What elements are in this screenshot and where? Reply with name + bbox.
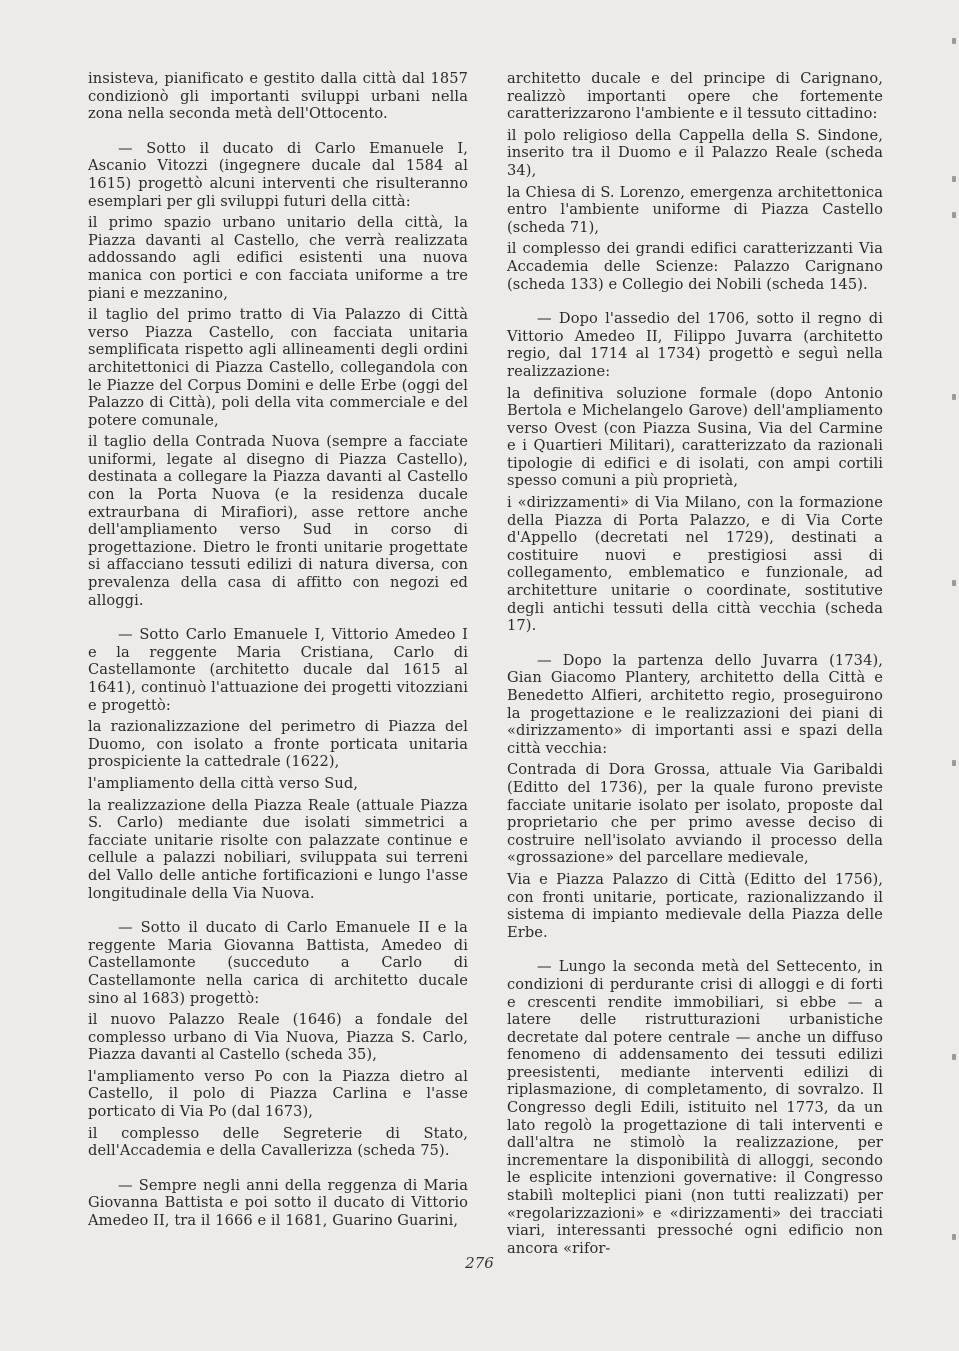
paragraph: — Dopo l'assedio del 1706, sotto il regno di Vittorio Amedeo II, Filippo Juvarra (architetto regio, dal 1714 al 1734) progettò e seguì nella realizzazione: [507, 310, 883, 380]
list-item: l'ampliamento verso Po con la Piazza dietro al Castello, il polo di Piazza Carlina e l'asse porticato di Via Po (dal 1673), [88, 1067, 468, 1121]
paragraph: — Sotto Carlo Emanuele I, Vittorio Amedeo I e la reggente Maria Cristiana, Carlo di Castellamonte (architetto ducale dal 1615 al 1641), continuò l'attuazione dei progetti vitozziani e progettò: [88, 626, 468, 714]
right-column [507, 70, 883, 1257]
list-item: il primo spazio urbano unitario della città, la Piazza davanti al Castello, che verrà realizzata addossando agli edifici esistenti una nuova manica con portici e con facciata uniforme a tre piani e mezzanino, [88, 214, 468, 302]
margin-mark [952, 212, 956, 218]
list-item: i «dirizzamenti» di Via Milano, con la formazione della Piazza di Porta Palazzo, e di Via Corte d'Appello (decretati nel 1729), destinati a costituire nuovi e prestigiosi assi di collegamento, emblematico e funzionale, ad architetture unitarie o coordinate, sostitutive degli antichi tessuti della città vecchia (scheda 17). [507, 494, 883, 635]
margin-mark [952, 760, 956, 766]
list-item: la realizzazione della Piazza Reale (attuale Piazza S. Carlo) mediante due isolati simmetrici a facciate unitarie risolte con palazzate continue e cellule a palazzi nobiliari, sviluppata sui terreni del Vallo delle antiche fortificazioni e lungo l'asse longitudinale della Via Nuova. [88, 796, 468, 902]
list-item: Contrada di Dora Grossa, attuale Via Garibaldi (Editto del 1736), per la quale furono previste facciate unitarie isolato per isolato, proposte dal proprietario che per primo avesse deciso di costruire nell'isolato avviando il processo della «grossazione» del parcellare medievale, [507, 761, 883, 867]
list-item: il nuovo Palazzo Reale (1646) a fondale del complesso urbano di Via Nuova, Piazza S. Carlo, Piazza davanti al Castello (scheda 35), [88, 1011, 468, 1064]
list-item: la razionalizzazione del perimetro di Piazza del Duomo, con isolato a fronte porticata unitaria prospiciente la cattedrale (1622), [88, 718, 468, 771]
list-item: la Chiesa di S. Lorenzo, emergenza architettonica entro l'ambiente uniforme di Piazza Castello (scheda 71), [507, 183, 883, 236]
margin-mark [952, 38, 956, 44]
paragraph: — Dopo la partenza dello Juvarra (1734), Gian Giacomo Plantery, architetto della Città e Benedetto Alfieri, architetto regio, proseguirono la progettazione e le realizzazioni dei piani di «dirizzamento» di importanti assi e spazi della città vecchia: [507, 651, 883, 757]
paragraph: — Sempre negli anni della reggenza di Maria Giovanna Battista e poi sotto il ducato di Vittorio Amedeo II, tra il 1666 e il 1681, Guarino Guarini, [88, 1176, 468, 1230]
list-item: il taglio della Contrada Nuova (sempre a facciate uniformi, legate al disegno di Piazza Castello), destinata a collegare la Piazza davanti al Castello con la Porta Nuova (e la residenza ducale extraurbana di Mirafiori), asse rettore anche dell'ampliamento verso Sud in corso di progettazione. Dietro le fronti unitarie progettate si affacciano tessuti edilizi di natura diversa, con prevalenza della casa di affitto con negozi ed alloggi. [88, 433, 468, 609]
left-column [88, 70, 468, 1230]
paragraph: — Sotto il ducato di Carlo Emanuele I, Ascanio Vitozzi (ingegnere ducale dal 1584 al 1615) progettò alcuni interventi che risulteranno esemplari per gli sviluppi futuri della città: [88, 139, 468, 210]
margin-mark [952, 394, 956, 400]
list-item: la definitiva soluzione formale (dopo Antonio Bertola e Michelangelo Garove) dell'ampliamento verso Ovest (con Piazza Susina, Via del Carmine e i Quartieri Militari), caratterizzato da razionali tipologie di edifici e di isolati, con ampi cortili spesso comuni a più proprietà, [507, 384, 883, 490]
margin-mark [952, 1234, 956, 1240]
paragraph: architetto ducale e del principe di Carignano, realizzò importanti opere che fortemente caratterizzarono l'ambiente e il tessuto cittadino: [507, 70, 883, 123]
list-item: Via e Piazza Palazzo di Città (Editto del 1756), con fronti unitarie, porticate, razionalizzando il sistema di impianto medievale della Piazza delle Erbe. [507, 870, 883, 941]
paragraph: — Sotto il ducato di Carlo Emanuele II e la reggente Maria Giovanna Battista, Amedeo di Castellamonte (succeduto a Carlo di Castellamonte nella carica di architetto ducale sino al 1683) progettò: [88, 919, 468, 1007]
page-number: 276 [465, 1254, 494, 1272]
paragraph: insisteva, pianificato e gestito dalla città dal 1857 condizionò gli importanti sviluppi urbani nella zona nella seconda metà dell'Ottocento. [88, 70, 468, 123]
paragraph: — Lungo la seconda metà del Settecento, in condizioni di perdurante crisi di alloggi e di forti e crescenti rendite immobiliari, si ebbe — a latere delle ristrutturazioni urbanistiche decretate dal potere centrale — anche un diffuso fenomeno di addensamento dei tessuti edilizi preesistenti, mediante interventi edilizi di riplasmazione, di completamento, di sovralzo. Il Congresso degli Edili, istituito nel 1773, da un lato regolò la progettazione di tali interventi e dall'altra ne stimolò la realizzazione, per incrementare la disponibilità di alloggi, secondo le esplicite intenzioni governative: il Congresso stabilì molteplici piani (non tutti realizzati) per «regolarizzazioni» e «dirizzamenti» dei tracciati viari, interessanti pressoché ogni edificio non ancora «rifor- [507, 958, 883, 1257]
margin-mark [952, 580, 956, 586]
list-item: il complesso dei grandi edifici caratterizzanti Via Accademia delle Scienze: Palazzo Carignano (scheda 133) e Collegio dei Nobili (scheda 145). [507, 240, 883, 293]
list-item: il complesso delle Segreterie di Stato, dell'Accademia e della Cavallerizza (scheda 75). [88, 1124, 468, 1160]
margin-mark [952, 176, 956, 182]
list-item: il polo religioso della Cappella della S. Sindone, inserito tra il Duomo e il Palazzo Reale (scheda 34), [507, 126, 883, 179]
list-item: l'ampliamento della città verso Sud, [88, 774, 359, 792]
list-item: il taglio del primo tratto di Via Palazzo di Città verso Piazza Castello, con facciata unitaria semplificata rispetto agli allineamenti degli ordini architettonici di Piazza Castello, collegandola con le Piazze del Corpus Domini e delle Erbe (oggi del Palazzo di Città), poli della vita commerciale e del potere comunale, [88, 306, 468, 429]
margin-mark [952, 1054, 956, 1060]
